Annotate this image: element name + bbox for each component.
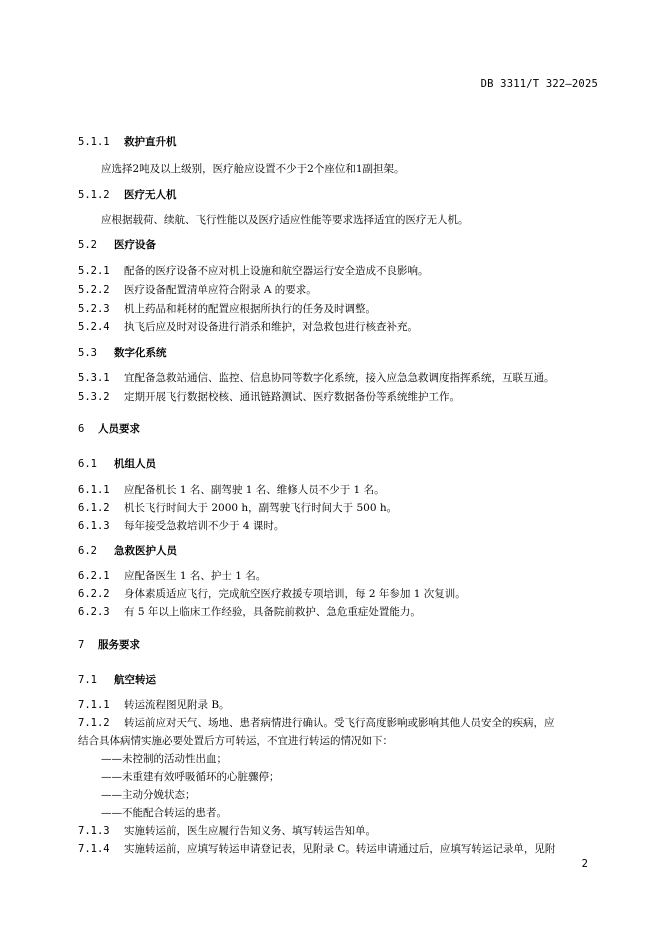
clause-5-2-4: 5.2.4 执飞后应及时对设备进行消杀和维护，对急救包进行核查补充。 <box>78 321 418 333</box>
section-heading-6-1: 6.1 机组人员 <box>78 458 156 470</box>
section-heading-5-3: 5.3 数字化系统 <box>78 347 167 359</box>
clause-6-1-2: 6.1.2 机长飞行时间大于 2000 h，副驾驶飞行时间大于 500 h。 <box>78 502 398 514</box>
chapter-heading-7: 7 服务要求 <box>78 639 140 651</box>
list-item: ——主动分娩状态； <box>101 789 196 801</box>
list-item: ——未控制的活动性出血； <box>101 753 227 765</box>
clause-5-2-3: 5.2.3 机上药品和耗材的配置应根据所执行的任务及时调整。 <box>78 303 376 315</box>
paragraph: 应根据载荷、续航、飞行性能以及医疗适应性能等要求选择适宜的医疗无人机。 <box>101 214 469 226</box>
clause-5-3-2: 5.3.2 定期开展飞行数据校核、通讯链路测试、医疗数据备份等系统维护工作。 <box>78 391 460 403</box>
clause-6-1-1: 6.1.1 应配备机长 1 名、副驾驶 1 名、维修人员不少于 1 名。 <box>78 484 385 496</box>
clause-6-2-2: 6.2.2 身体素质适应飞行，完成航空医疗救援专项培训，每 2 年参加 1 次复训。 <box>78 588 466 600</box>
section-heading-6-2: 6.2 急救医护人员 <box>78 545 177 557</box>
clause-5-3-1: 5.3.1 宜配备急救站通信、监控、信息协同等数字化系统，接入应急急救调度指挥系统，互联互通。 <box>78 372 555 384</box>
list-item: ——未重建有效呼吸循环的心脏骤停； <box>101 771 280 783</box>
page-number: 2 <box>581 858 588 870</box>
chapter-heading-6: 6 人员要求 <box>78 423 140 435</box>
clause-5-2-1: 5.2.1 配备的医疗设备不应对机上设施和航空器运行安全造成不良影响。 <box>78 265 429 277</box>
section-heading-5-1-2: 5.1.2 医疗无人机 <box>78 189 177 201</box>
paragraph-continuation: 结合具体病情实施必要处置后方可转运，不宜进行转运的情况如下： <box>78 735 393 747</box>
clause-7-1-4: 7.1.4 实施转运前，应填写转运申请登记表，见附录 C。转运申请通过后，应填写转运记录单，见附 <box>78 843 556 855</box>
section-heading-7-1: 7.1 航空转运 <box>78 674 156 686</box>
paragraph: 应选择2吨及以上级别，医疗舱应设置不少于2个座位和1副担架。 <box>101 163 405 175</box>
clause-7-1-2: 7.1.2 转运前应对天气、场地、患者病情进行确认。受飞行高度影响或影响其他人员安全的疾病，应 <box>78 717 555 729</box>
list-item: ——不能配合转运的患者。 <box>101 807 227 819</box>
document-code: DB 3311/T 322—2025 <box>480 78 598 90</box>
clause-7-1-1: 7.1.1 转运流程图见附录 B。 <box>78 699 230 711</box>
clause-5-2-2: 5.2.2 医疗设备配置清单应符合附录 A 的要求。 <box>78 284 317 296</box>
clause-7-1-3: 7.1.3 实施转运前，医生应履行告知义务、填写转运告知单。 <box>78 825 376 837</box>
clause-6-2-1: 6.2.1 应配备医生 1 名、护士 1 名。 <box>78 570 267 582</box>
section-heading-5-2: 5.2 医疗设备 <box>78 239 156 251</box>
section-heading-5-1-1: 5.1.1 救护直升机 <box>78 136 177 148</box>
clause-6-1-3: 6.1.3 每年接受急救培训不少于 4 课时。 <box>78 520 285 532</box>
clause-6-2-3: 6.2.3 有 5 年以上临床工作经验，具备院前救护、急危重症处置能力。 <box>78 606 421 618</box>
